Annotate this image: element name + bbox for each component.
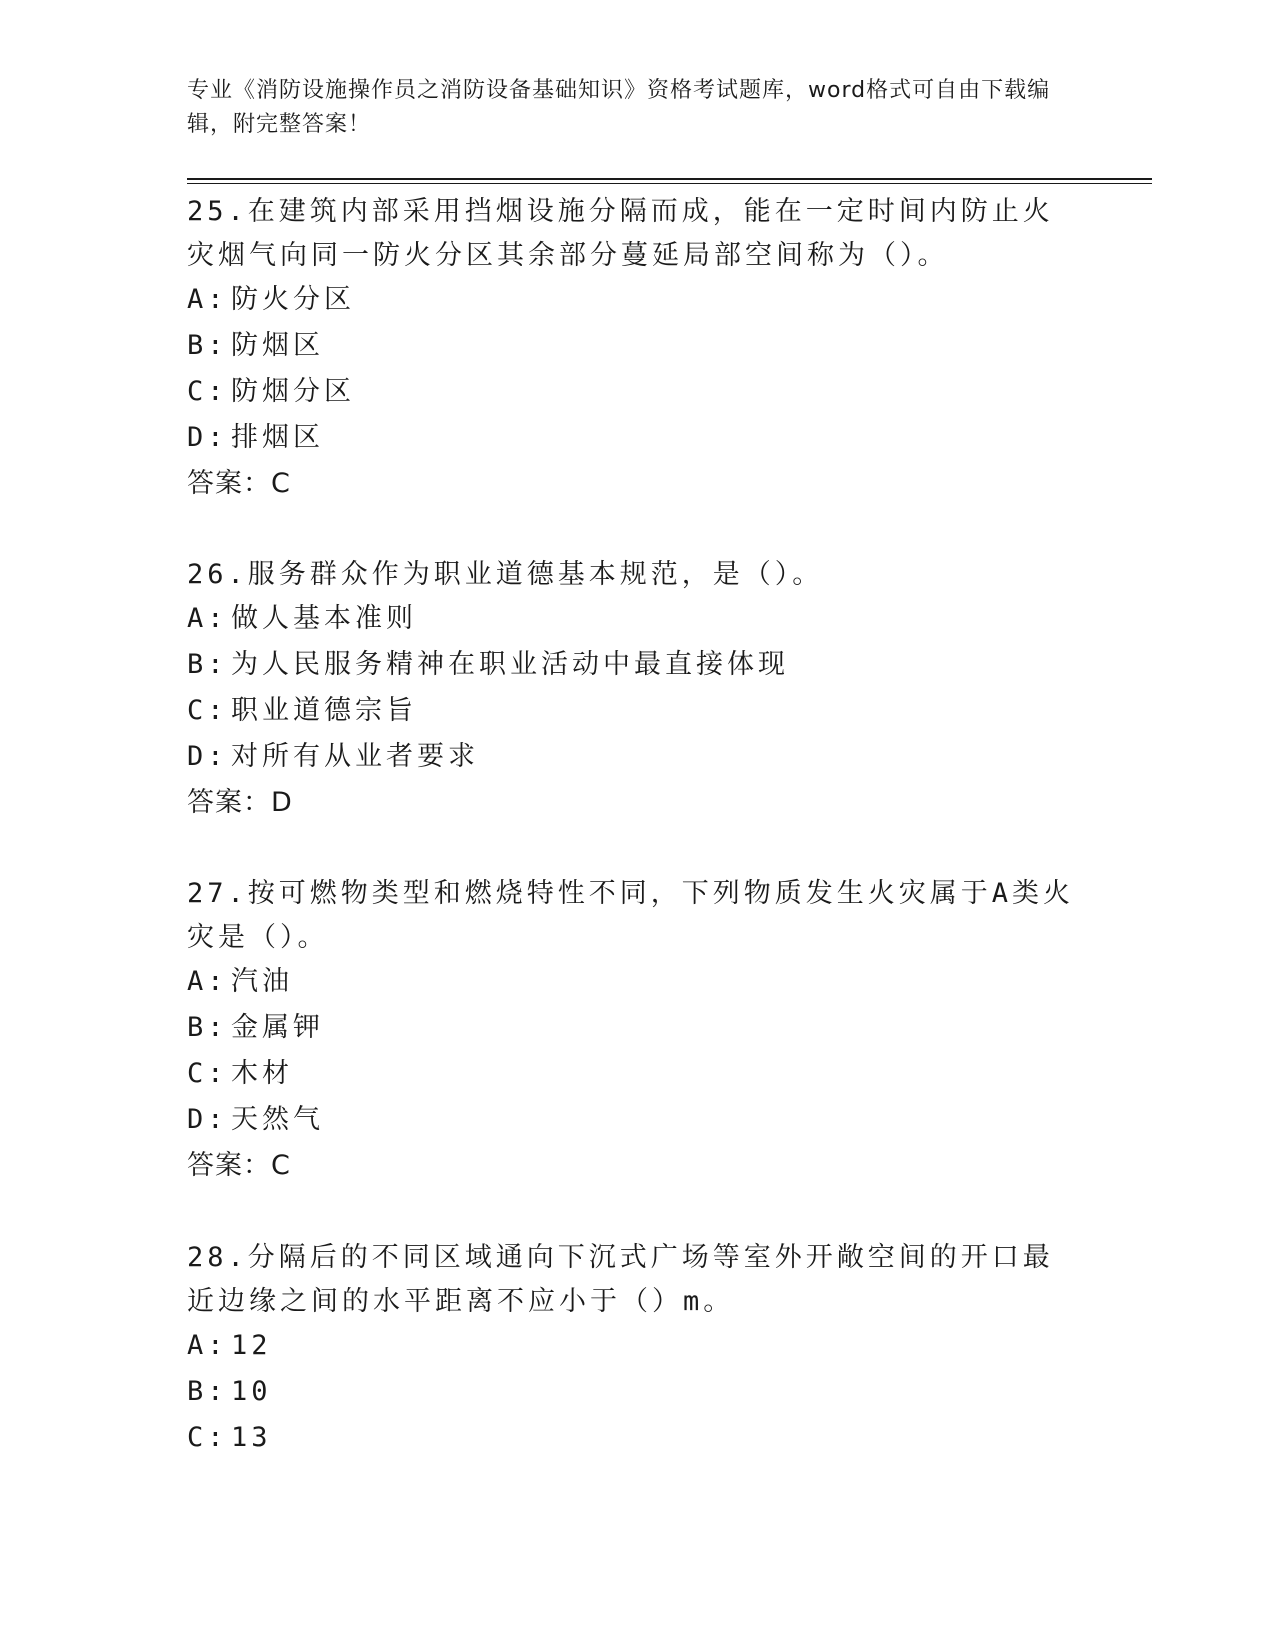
option-key: D: [187,422,228,453]
option-text: 12 [231,1330,272,1361]
option-a [187,278,1077,324]
option-key: B: [187,330,228,361]
option-c [187,1052,1077,1098]
header-divider [187,178,1152,180]
option-c [187,370,1077,416]
answer: 答案：C [187,468,291,499]
option-text: 防烟分区 [231,376,355,407]
option-key: C: [187,1058,228,1089]
option-text: 防火分区 [231,284,355,315]
option-text: 职业道德宗旨 [231,695,417,726]
option-key: A: [187,284,228,315]
document-header: 专业《消防设施操作员之消防设备基础知识》资格考试题库，word格式可自由下载编辑，附完整答案！ [187,78,1051,137]
question-stem: 28.分隔后的不同区域通向下沉式广场等室外开敞空间的开口最近边缘之间的水平距离不应小于（）m。 [187,1242,1054,1317]
option-d [187,735,1077,781]
option-text: 汽油 [231,966,293,997]
option-a [187,597,1077,643]
option-key: A: [187,603,228,634]
option-c [187,1416,1077,1462]
option-text: 10 [231,1376,272,1407]
option-b [187,324,1077,370]
option-key: B: [187,1012,228,1043]
question-27 [187,872,1077,1190]
option-d [187,416,1077,462]
option-key: C: [187,1422,228,1453]
question-26 [187,553,1077,827]
option-text: 为人民服务精神在职业活动中最直接体现 [231,649,789,680]
option-d [187,1098,1077,1144]
option-b [187,1370,1077,1416]
option-text: 金属钾 [231,1012,324,1043]
option-text: 对所有从业者要求 [231,741,479,772]
question-28 [187,1236,1077,1462]
answer: 答案：C [187,1150,291,1181]
option-b [187,1006,1077,1052]
option-key: C: [187,376,228,407]
question-stem: 25.在建筑内部采用挡烟设施分隔而成，能在一定时间内防止火灾烟气向同一防火分区其余部分蔓延局部空间称为（）。 [187,196,1054,271]
option-text: 木材 [231,1058,293,1089]
option-a [187,960,1077,1006]
option-text: 防烟区 [231,330,324,361]
option-key: D: [187,1104,228,1135]
option-key: A: [187,966,228,997]
answer: 答案：D [187,787,293,818]
option-key: B: [187,1376,228,1407]
option-a [187,1324,1077,1370]
option-key: D: [187,741,228,772]
option-b [187,643,1077,689]
option-text: 13 [231,1422,272,1453]
option-c [187,689,1077,735]
option-key: A: [187,1330,228,1361]
option-text: 排烟区 [231,422,324,453]
option-key: B: [187,649,228,680]
option-key: C: [187,695,228,726]
header-divider-thin [187,183,1152,184]
option-text: 做人基本准则 [231,603,417,634]
question-stem: 26.服务群众作为职业道德基本规范，是（）。 [187,559,824,590]
question-25 [187,190,1077,508]
option-text: 天然气 [231,1104,324,1135]
question-stem: 27.按可燃物类型和燃烧特性不同，下列物质发生火灾属于A类火灾是（）。 [187,878,1075,953]
